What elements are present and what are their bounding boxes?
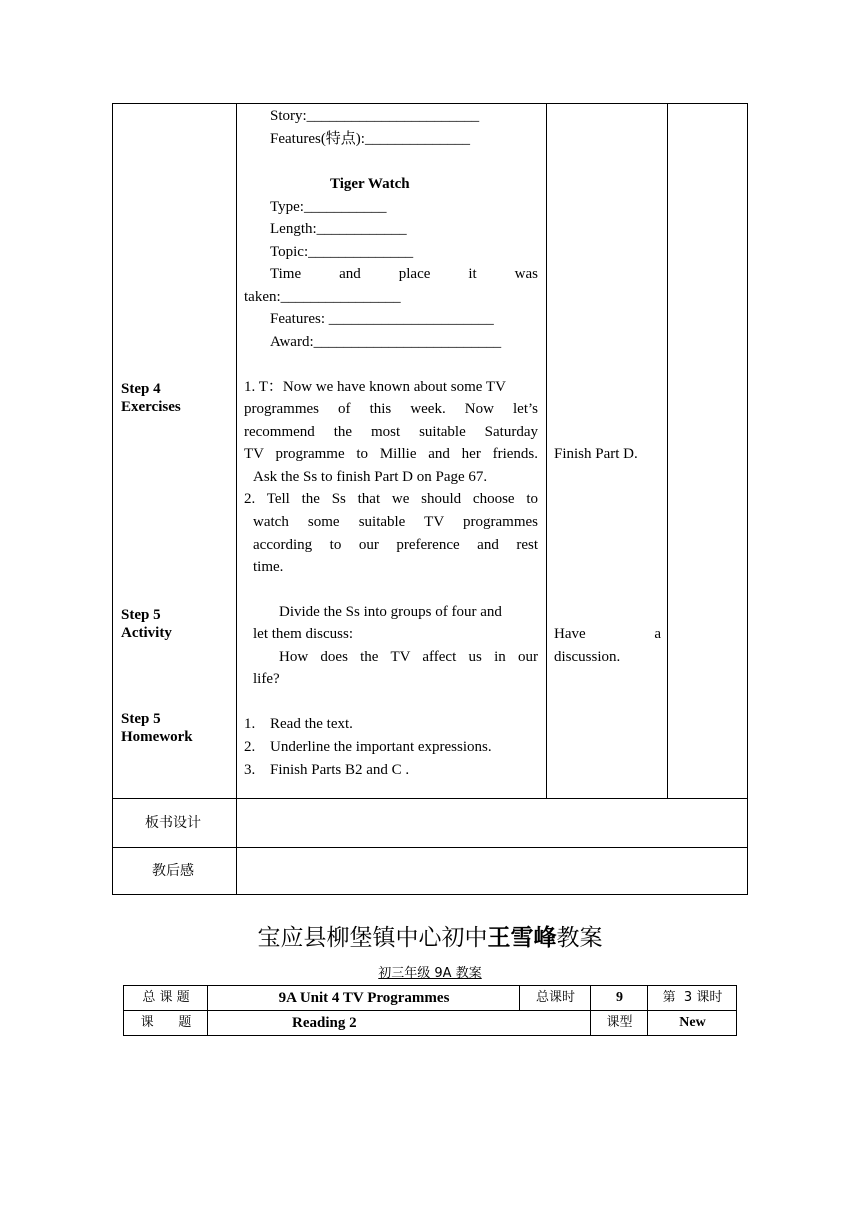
title-suffix: 教案 bbox=[556, 925, 603, 951]
subtitle bbox=[0, 963, 860, 984]
step5-activity-line: How does the TV affect us in our bbox=[279, 649, 538, 665]
school-name: 宝应县柳堡镇中心初中 bbox=[257, 925, 488, 951]
homework-item-text: Read the text. bbox=[270, 716, 353, 732]
reflection-label: 教后感 bbox=[152, 863, 194, 879]
word: Have bbox=[554, 626, 586, 642]
step5-activity-line: Divide the Ss into groups of four and bbox=[279, 604, 502, 620]
subtitle-text: 初三年级 9A 教案 bbox=[378, 966, 482, 981]
topic-label: 课 题 bbox=[140, 1015, 192, 1030]
step4-line: according to our preference and rest bbox=[253, 537, 538, 553]
step4-line: 1. T：Now we have known about some TV bbox=[244, 379, 506, 395]
step4-student-activity: Finish Part D. bbox=[554, 446, 638, 462]
topic-line: Topic:______________ bbox=[270, 244, 414, 260]
total-periods-label: 总课时 bbox=[535, 990, 575, 1005]
step4-line: watch some suitable TV programmes bbox=[253, 514, 538, 530]
blackboard-design-label: 板书设计 bbox=[145, 815, 201, 831]
length-line: Length:____________ bbox=[270, 221, 407, 237]
type-label: 课型 bbox=[606, 1015, 633, 1030]
step5-homework-sublabel: Homework bbox=[121, 729, 193, 745]
total-periods-value: 9 bbox=[616, 990, 623, 1005]
time-place-line bbox=[270, 263, 538, 285]
total-topic-value: 9A Unit 4 TV Programmes bbox=[278, 990, 450, 1006]
award-line: Award:_________________________ bbox=[270, 334, 502, 350]
step4-line: programmes of this week. Now let’s bbox=[244, 401, 538, 417]
word: Time bbox=[270, 266, 302, 282]
step5-student-activity-line2: discussion. bbox=[554, 649, 621, 665]
step5-student-activity bbox=[554, 623, 661, 645]
total-topic-label: 总 课 题 bbox=[142, 990, 190, 1005]
features-line: Features(特点):______________ bbox=[270, 131, 470, 147]
step4-line: TV programme to Millie and her friends. bbox=[244, 446, 538, 462]
homework-item-num: 1. bbox=[244, 716, 256, 732]
step4-sublabel: Exercises bbox=[121, 399, 181, 415]
story-line: Story:_______________________ bbox=[270, 108, 480, 124]
tiger-watch-title: Tiger Watch bbox=[330, 176, 410, 192]
homework-item-num: 2. bbox=[244, 739, 256, 755]
features2-line: Features: ______________________ bbox=[270, 311, 494, 327]
step4-line: recommend the most suitable Saturday bbox=[244, 424, 538, 440]
word: it bbox=[468, 266, 477, 282]
period-label: 第 3 课时 bbox=[662, 990, 723, 1005]
type-line: Type:___________ bbox=[270, 199, 387, 215]
word: was bbox=[514, 266, 538, 282]
step4-line: Ask the Ss to finish Part D on Page 67. bbox=[253, 469, 488, 485]
step5-activity-sublabel: Activity bbox=[121, 625, 172, 641]
teacher-name: 王雪峰 bbox=[487, 925, 557, 951]
step4-line: time. bbox=[253, 559, 284, 575]
step5-activity-line: let them discuss: bbox=[253, 626, 353, 642]
homework-item-text: Finish Parts B2 and C . bbox=[270, 762, 410, 778]
topic-value: Reading 2 bbox=[292, 1015, 357, 1031]
step4-line: 2. Tell the Ss that we should choose to bbox=[244, 491, 538, 507]
step4-label: Step 4 bbox=[121, 381, 161, 397]
taken-line: taken:________________ bbox=[244, 289, 401, 305]
word: and bbox=[339, 266, 361, 282]
word: a bbox=[654, 626, 661, 642]
type-value: New bbox=[679, 1015, 706, 1030]
homework-item-num: 3. bbox=[244, 762, 256, 778]
homework-item-text: Underline the important expressions. bbox=[270, 739, 492, 755]
word: place bbox=[398, 266, 431, 282]
step5-activity-line: life? bbox=[253, 671, 280, 687]
step5-homework-label: Step 5 bbox=[121, 711, 161, 727]
step5-activity-label: Step 5 bbox=[121, 607, 161, 623]
school-title bbox=[0, 922, 860, 954]
